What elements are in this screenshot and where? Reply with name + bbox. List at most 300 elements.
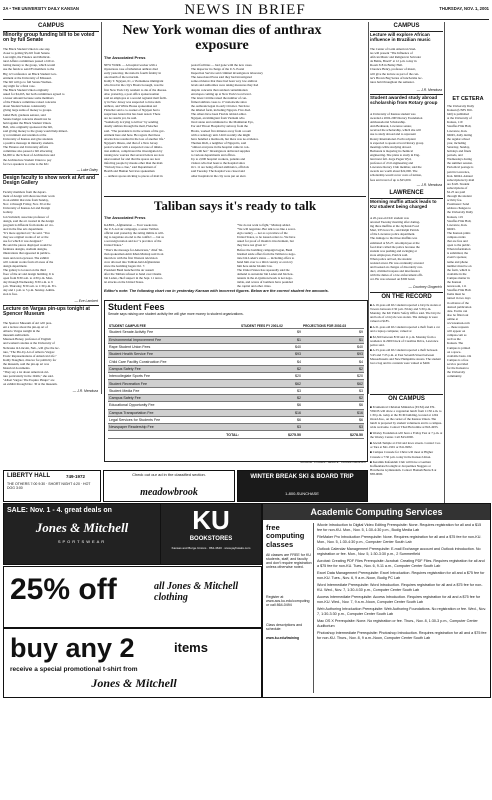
story-line: said Tuesday. The hospital was closed and (191, 169, 245, 174)
ku-bookstores-ad[interactable] (160, 503, 262, 565)
et-cetera-line: for the Kansan to (447, 366, 470, 370)
acs-box-text: All classes are FREE for KU students, staff, and faculty and don't require registration unless otherwise noted. (266, 553, 312, 570)
story-line: attacks have resulted in the loss of another life." (104, 136, 166, 141)
fee-proj: $3 (302, 424, 364, 431)
story-line: official said yesterday the ruling militia is will- (104, 231, 165, 236)
story-line: Mart, 935 Iowa St., said Ralph Patrick (370, 228, 419, 233)
second-source: The Associated Press (104, 215, 146, 220)
story-line: Jamel Bell, graduate senator, said (3, 112, 46, 117)
et-cetera-line: the University (447, 370, 466, 375)
et-cetera-line: Kansan (USPS 650- (447, 108, 473, 113)
story-line: ist attacks on the United States. (104, 280, 145, 285)
story-line: NEW YORK — A hospital worker with a (104, 63, 158, 67)
jones-25-off-ad[interactable] (3, 566, 262, 628)
story-line: to various departments and offices. (191, 153, 236, 158)
story-line: Ann Bednarek, Lawrence senior, (370, 124, 412, 129)
et-cetera-line: year, including (447, 140, 466, 145)
story-body (370, 112, 443, 182)
story-line: University of Kansas Art and Design (3, 206, 51, 211)
story-headline: Lecture will explore African influence in Brazilian music (370, 32, 431, 42)
story-headline: Design faculty to show work at Art and Design Gallery (3, 175, 96, 187)
story-line: and women's studies at the University of (3, 341, 55, 346)
fee-proj: $20 (302, 373, 364, 380)
story-line: furniture designs, stadium designs, (3, 247, 48, 252)
course-item: Excel Data Management Prerequisite: Excel Introduction. Requires registration for all and a $75 fee for non-KU. Tues., Nov. 6, 9 a.m.-Noon, Budig PC Lab (317, 571, 485, 580)
story-line: day night for a final vote. (3, 83, 36, 88)
fee-proj: $6 (302, 416, 364, 423)
campus-item: ■ Jewish Temple at 23rd and Iowa streets. Contact Ceo or Tara at 841-1991 or 841-8282. (370, 440, 441, 449)
story-line: tions and even eyewear. The exhibit (3, 255, 49, 260)
story-line: tiable, and waves of bombers have pounded (237, 280, 293, 285)
left-section-label: CAMPUS (37, 23, 64, 29)
liberty-hall-name: LIBERTY HALL (7, 473, 51, 479)
story-line: design department. (3, 263, 28, 268)
fee-name: Student Health Service Fee (108, 351, 240, 358)
fee-name: Child Care Facility Construction Fee (108, 358, 240, 365)
et-cetera-line: on a space- (447, 349, 462, 354)
masthead-left: 2A • THE UNIVERSITY DAILY KANSAN (3, 6, 79, 11)
et-cetera-line: event's sponsor, (447, 255, 468, 260)
story-headline: Minority group funding bill to be voted on by full Senate (3, 32, 95, 44)
story-line: The inspector in charge of the U.S. Postal (191, 67, 245, 72)
story-line: store employees, Patrick said. (370, 252, 408, 257)
fee-name: Campus Safety Fee (108, 365, 240, 372)
acs-course-list (317, 523, 487, 693)
column-rule (368, 22, 369, 394)
story-line: The latest victims raised the number of con- (191, 95, 248, 100)
story-line: and booked on charges of disorderly con- (370, 265, 423, 270)
byline: — Luke Daley (76, 168, 98, 172)
story-line: The gallery is located on the third (3, 267, 47, 272)
ku-bookstores-name: BOOKSTORES (189, 536, 233, 542)
course-item: Acrobat: Creating PDF Files Prerequisite: Acrobat: Creating PDF Files. Requires registration for all and a $75 fee for non-KU. Tues., Nov. 6, 9-11 a.m., Computer Center South Lab (317, 559, 485, 568)
story-line: Ambassadorial Scholarship. (370, 120, 406, 125)
story-line: Rotary International. Each recipient (370, 136, 416, 141)
acs-box-title: free computing classes (266, 523, 305, 549)
fee-fy: $3 (240, 387, 302, 394)
story-line: "They say a lot about American cul- (3, 370, 50, 375)
record-rule (370, 292, 443, 293)
story-line: University of Kansas and give students (3, 137, 53, 142)
story-line: committee also passed a bill allocating (3, 149, 53, 154)
campus-item: ■ Keramik Kafeeklub Club will have a German Kaffeeklatsch tonight at Jacquelines Nuggets at Hawthorne Gymnasium. Contact Hannah Bertsch at 838-0000. (370, 460, 437, 477)
story-line: Clarence Henry, professor of music, (370, 67, 416, 72)
winter-break-sub: 1-800-SUNCHASE (285, 491, 319, 496)
story-line: Nguyen's illness, and that of a New Jersey (104, 140, 158, 145)
story-line: When police arrived, the student (370, 256, 412, 261)
course-item: Access Intermediate Prerequisite: Access Introduction. Requires registration for all and a $75 fee for non-KU. Wed., Nov. 7, 9 a.m.-Noon, Computer Center South Lab (317, 595, 481, 604)
et-cetera-line: the summer session. (447, 161, 473, 166)
et-cetera-line: through the student (447, 194, 472, 199)
story-line: — anthrax spores sticking to pieces of mail in (104, 173, 163, 178)
story-line: The Black Student Union is one step (3, 47, 50, 51)
et-cetera-line: open to the public. (447, 243, 471, 248)
fee-name: Student Media Fee (108, 387, 240, 394)
story-body (370, 216, 443, 284)
story-line: envelopes coming up at New York's local level. (191, 91, 252, 96)
jones-buy-brand: Jones & Mitchell (91, 676, 177, 690)
story-line: ies will present "The Influence of (370, 51, 413, 56)
et-cetera-line: When information (447, 247, 471, 252)
story-line: Before the bombing campaign began, Bush (237, 247, 293, 252)
story-line: giving large sums of money to groups. (3, 108, 53, 113)
campus-item: ■ Wesley Foundation will have a Friday Fest at 7 p.m. at the Wesley Center. Call 843-0000. (370, 431, 443, 440)
story-line: floor of the art and design building. It is (3, 271, 54, 276)
story-line: lived alone and commuted to the Manhattan Eye, (191, 120, 254, 125)
story-divider (104, 196, 366, 197)
byline: — J.R. Mendoza (416, 88, 442, 92)
course-item: Web Authoring Introduction Prerequisite: Web Authoring Foundations. No registration or fee. Wed., Nov. 7, 1:30-3:30 p.m., Computer Center South Lab (317, 607, 487, 616)
story-line: will give the lecture as part of the cen- (370, 71, 420, 76)
editor-note: Editor's note: The following chart ran in yesterday Kansan with incorrect figures. Below are the correct student fee amounts. (104, 289, 329, 293)
story-line: said an employee at a second regional mail facili- (104, 95, 168, 100)
fees-row (108, 380, 364, 387)
story-headline: Lecture on Vargas pin-ups tonight at Spencer Museum (3, 306, 90, 318)
et-cetera-line: address changes to (447, 206, 471, 211)
et-cetera-line: Stauffer-Flint Hall, (447, 218, 472, 223)
story-line: Thomas Rich, a neighbor of Nguyen's, said (191, 140, 247, 145)
masthead-rule (3, 19, 489, 20)
winter-break-text: WINTER BREAK SKI & BOARD TRIP (250, 474, 354, 480)
story-line: they have not given it." (237, 243, 267, 248)
story-line: ment of design will showcase their work (3, 194, 55, 199)
et-cetera-line: holidays and finals (447, 149, 472, 154)
story-line: postal facilities — had gone with the new cases. (191, 63, 253, 67)
story-line: some evidence that there had been very low anthrax (191, 79, 258, 84)
fee-name: Student Recreation Fee (108, 380, 240, 387)
story-line: ent a lecture about the pin-up art of (3, 325, 48, 330)
story-line: have handled a mailroom, but there was no evidence. (191, 136, 259, 141)
et-cetera-line: desired publication (447, 304, 472, 309)
fees-row (108, 416, 364, 423)
story-line: eign country — not as a province of the (237, 231, 288, 236)
et-cetera-line: 66045. (447, 226, 456, 231)
column-rule (101, 22, 102, 394)
story-line: a sovereign nation and not "a province of the (104, 239, 162, 244)
et-cetera-line: that are free and (447, 239, 468, 244)
story-line: The damage to the three muffins was (370, 236, 418, 241)
fees-row (108, 343, 364, 350)
fee-fy: $40 (240, 343, 302, 350)
fee-proj: $4 (302, 358, 364, 365)
story-line: suspicious lesion that has been tested. There (104, 112, 161, 117)
story-line: Fleischer said a co-worker of Nguyen had a (104, 108, 160, 113)
et-cetera-line: Periodical postage is (447, 165, 474, 170)
story-line: may see original works of art or the (3, 235, 49, 240)
story-line: Senate budget concerns should not be (3, 116, 52, 121)
course-item: Word Intermediate Prerequisite: Word Introduction. Requires registration for all and a $75 fee for non-KU. Wed., Nov. 7, 1:30-4:30 p.m., Computer Center South Lab (317, 583, 483, 592)
fees-total-proj: $278.50 (302, 431, 364, 438)
et-cetera-line: at the University of (447, 116, 472, 121)
story-line: Health and Human Services spokesman (104, 169, 155, 174)
story-line: tiate bin Laden's status — including offers to (237, 255, 295, 260)
story-line: asked for proof of Osama's involvement, but (237, 239, 294, 244)
fees-row (108, 373, 364, 380)
lead-headline: New York woman dies of anthrax exposure (122, 23, 322, 53)
et-cetera-title: ET CETERA (452, 96, 484, 102)
second-headline: Taliban says it's ready to talk (153, 198, 317, 213)
story-line: Lawrence Rotary Club member, said the (370, 165, 422, 170)
story-line: ter's Brown Bag Series of lunch-time lec- (370, 75, 423, 80)
story-line: postal worker with a suspected case of inhala- (104, 144, 163, 149)
story-line: "almost everyone in the hospital came in con- (191, 144, 250, 149)
et-cetera-line: $2.25 are paid (447, 189, 466, 194)
story-line: the U.S.-led air campaign, a senior Taliban (104, 227, 159, 232)
fees-row (108, 336, 364, 343)
campus-rule (370, 394, 443, 395)
story-line: said giving money to the group would help minori- (3, 128, 69, 133)
lead-body-col2 (191, 63, 275, 193)
on-the-record-list (370, 303, 443, 393)
et-cetera-line: the University Daily (447, 210, 474, 215)
story-line: cer. He was released on $300 bond. (370, 277, 416, 282)
et-cetera-line: Kan. 66044. Annual (447, 173, 473, 178)
fee-proj: $93 (302, 351, 364, 358)
fees-row (108, 387, 364, 394)
fees-subtitle: Senate says raising one student activity fee will give more money to student organizations. (108, 312, 244, 316)
fee-fy: $1 (240, 336, 302, 343)
story-line: A 20-year-old KU student was (370, 216, 409, 220)
story-line: deadly anthrax through the mail, Fleischer (104, 124, 158, 129)
et-cetera-line: subscriptions of (447, 185, 468, 190)
liberty-hall-ad[interactable] (3, 470, 101, 502)
story-line: food mart called the police because the (370, 244, 420, 249)
fees-col-proj: PROJECTIONS FOR 2002-03 (302, 322, 364, 329)
story-line: "Nobody has a clue," said Department of (104, 165, 157, 170)
fee-name: Campus Transportation Fee (108, 409, 240, 416)
story-line: sion is free. (3, 292, 18, 297)
story-line: mysterious case of inhalation anthrax died (104, 67, 158, 72)
story-line: after the Taliban refused to hand over Osama (104, 272, 162, 277)
fee-name: Legal Services for Students Fee (108, 416, 240, 423)
story-line: ture particularly in the 1940s," she said. (3, 374, 54, 379)
course-item: Photoshop Intermediate Prerequisite: Photoshop Introduction. Requires registration for all and a $75 fee for non-KU. Thurs., Nov. 8, 9 a.m.-Noon, Computer Center South Lab (317, 631, 487, 640)
fee-name: Environmental Improvement Fee (108, 336, 240, 343)
byline: — J.R. Mendoza (72, 389, 98, 393)
second-body-col1 (104, 223, 232, 287)
story-line: iban spokesman Amir Khan Muttaqi said in an (104, 251, 164, 256)
story-line: on exhibit through Dec. 30 at the museum. (3, 382, 58, 387)
story-line: Ear and Throat Hospital by subway from the (191, 124, 248, 129)
et-cetera-line: Stauffer-Flint Hall, (447, 124, 472, 129)
story-line: p.m. Thursday, 8:30 a.m. to 1:30 p.m. Fri- (3, 284, 57, 289)
fees-table (108, 322, 364, 439)
story-line: said. "The president is in the actions of the gov- (104, 128, 165, 133)
byline: — Eve Lambert (74, 299, 98, 303)
et-cetera-line: paid in Lawrence, (447, 169, 470, 174)
et-cetera-line: — these requests (447, 325, 469, 330)
story-line: since the bombing began Oct. 7. (104, 263, 146, 268)
story-line: The United States has repeatedly said the (237, 268, 290, 273)
story-line: United States." (104, 243, 124, 248)
et-cetera-line: are $120. Student (447, 181, 470, 186)
story-line: demand to surrender bin Laden and his lieu- (237, 272, 294, 277)
story-line: land next fall. Jorge Pagan Wyd, (370, 157, 412, 162)
fee-proj: $2 (302, 365, 364, 372)
et-cetera-line: in advance of the (447, 300, 469, 305)
story-line: Erotic Representations of American Life." (3, 353, 57, 358)
story-line: use the funds to send 85 members to the (3, 67, 55, 72)
campus-item: ■ Ecumenical Christian Ministries (ECM) and EN-VIROS will show a vegetarian lunch from 11:30 a.m. to 1:30 p.m. today at the ECM building, located at 1204 Oread Ave., on the corner of the Kansas Union. The lunch is prepared by student volunteers and is a campus-wide welcome. Contact Thad Holcombe at 843-4933. (370, 405, 443, 430)
record-item: ■ A 23-year-old KU student reported a theft between 5:45 and 7:25 p.m. at East Seventh Street between Massachusetts and New Hampshire streets. The student lost a bag and its contents were valued at $460. (370, 348, 441, 365)
story-line: visitors who had been to the hospital since (191, 161, 246, 166)
story-line: firmed anthrax cases to 17 nationwide since (191, 99, 247, 104)
story-line: in an exhibit that runs from Sunday, (3, 198, 49, 203)
story-line: levels and authorities were taking measures they had (191, 83, 259, 88)
story-line: A University of Kansas student was (370, 112, 416, 116)
jones-buy-any-2: buy any 2 (10, 633, 135, 663)
et-cetera-line: number must be on (447, 263, 472, 268)
story-line: "That's the message for Americans," chief Tal- (104, 247, 164, 252)
lawrence-section-label: LAWRENCE (389, 190, 424, 196)
jones-sale-ad[interactable] (3, 503, 161, 565)
et-cetera-line: is submitted, the (447, 251, 468, 256)
acs-free-box (265, 523, 314, 693)
et-cetera-line: The University Daily (447, 104, 475, 108)
fees-row (108, 424, 364, 431)
story-line: The Finance and University Affairs (3, 145, 49, 150)
fee-fy: $62 (240, 380, 302, 387)
story-line: $4,000 to the School of Architecture and (3, 153, 55, 158)
fee-fy: $2 (240, 365, 302, 372)
story-line: use for which it was designed." (3, 239, 43, 244)
story-line: tion anthrax, complicated the investigation by (104, 148, 163, 153)
fee-fy: $20 (240, 373, 302, 380)
et-cetera-line: Stauffer-Flint Hall. (447, 288, 472, 293)
meadowbrook-ad[interactable] (103, 470, 235, 502)
story-line: Last night, the Finance and Multicul- (3, 55, 51, 60)
acs-box-url[interactable]: www.ku.edu/training (266, 636, 300, 640)
story-body (370, 47, 443, 87)
et-cetera-line: the form, which is (447, 267, 471, 272)
story-line: The Black Student Union originally (3, 87, 49, 92)
story-line: the inhaled form, including Nguyen. Five died. (191, 108, 251, 113)
story-line: is expected to speak at local Rotary group (370, 140, 424, 145)
et-cetera-line: Kansan. The (447, 341, 464, 346)
acs-box-desc: Class descriptions and schedule: (266, 623, 303, 632)
ku-bookstores-line: Kansas and Burge Unions · 864-4640 · www.jayhawks.com (171, 546, 251, 550)
story-line: scholarship would cover costs of tuition, (370, 173, 422, 178)
story-line: Faculty members from the depart- (3, 190, 47, 194)
story-line: Big 12 Conference on Black Student Gov- (3, 71, 58, 76)
et-cetera-line: The Kansan prints (447, 230, 471, 235)
story-line: tural Affairs committees passed a bill al- (3, 59, 55, 64)
course-item: FileMaker Pro Introduction Prerequisite: None. Requires registration for all and a $75 fee for non-KU. Mon., Nov. 5, 1:30-4:30 p.m., Computer Center South Lab (317, 535, 482, 544)
jones-promo-line: receive a special promotional t-shirt from (10, 666, 138, 673)
story-line: closer to getting $3,245 from Senate. (3, 51, 51, 56)
jones-items-word: items (174, 640, 208, 655)
liberty-hall-info: THE OTHERS 7:00 9:30 · SHORT NIGHT 4:20 · HOT DOG 3:00 (7, 482, 91, 490)
story-line: with the duties of a law enforcement offi- (370, 273, 423, 278)
et-cetera-line: newsroom, 111 (447, 284, 467, 289)
story-line: meetings while studying abroad. (370, 144, 412, 149)
story-line: the museum, said the pin-up art was (3, 361, 49, 366)
story-line: a positive message in minority students. (3, 141, 54, 146)
et-cetera-line: Postmaster: Send (447, 202, 470, 207)
fees-title: Student Fees (108, 302, 165, 312)
story-line: interview with the first Western television (104, 255, 158, 260)
story-line: Maureen Honey, professor of English (3, 337, 51, 342)
story-line: despite concerns that residual contamination (191, 87, 248, 92)
fee-fy: $4 (240, 358, 302, 365)
et-cetera-line: well as the (447, 337, 461, 342)
story-line: Nebraska in Lincoln, Neb., will give the lec- (3, 345, 60, 350)
story-line: fees and travel of up to $25,000. (370, 177, 412, 182)
story-line: The Associated Press said they had investigated (191, 75, 252, 80)
jones-buy-2-ad[interactable] (3, 628, 262, 698)
fee-name: Student Senate Activity Fee (108, 329, 240, 336)
meadowbrook-text: Check out our ad in the classified section. (132, 472, 206, 477)
et-cetera-line: Campus is a free (447, 357, 469, 362)
story-line: Alberto Vargas tonight in the (3, 329, 40, 334)
story-line: first New York City resident to die of the disease. (104, 87, 167, 92)
fee-proj: $40 (302, 343, 364, 350)
fee-name: Rape Student Union Fees (108, 343, 240, 350)
story-line: ty in New Jersey was suspected to have skin (104, 99, 161, 104)
on-campus-list (370, 405, 443, 477)
fee-name: Intercollegiate Sports Fee (108, 373, 240, 380)
story-line: estimated at $3.27. An employee at the (370, 240, 420, 245)
story-line: with a radiology unit. Until recently she might (191, 132, 251, 137)
right-section-label: CAMPUS (393, 23, 420, 29)
masthead-title: NEWS IN BRIEF (184, 2, 306, 18)
story-line: ty recruitment and retention at the (3, 132, 47, 137)
story-line: The bill will go to full Senate Wednes- (3, 79, 53, 84)
academic-computing-ad[interactable] (262, 503, 491, 698)
et-cetera-line: available basis. On (447, 353, 472, 358)
story-line: Up to 2,000 hospital workers, patients and (191, 157, 246, 162)
story-line: Bednarek is majoring in chemical (370, 148, 414, 153)
story-line: are no results yet, he said. (104, 116, 138, 121)
story-line: Inspection Service said criminal investigators laboratory (191, 71, 263, 76)
byline: — J.R. Mendoza (416, 183, 442, 187)
fees-col-name: STUDENT CAMPUS FEE (108, 322, 240, 329)
story-line: hand him over to a third country or even try (237, 259, 293, 264)
fee-proj: $6 (302, 402, 364, 409)
fee-proj: $62 (302, 380, 364, 387)
et-cetera-line: also be filled out (447, 312, 469, 317)
campus-item: ■ Campus Crusade for Christ will meet at Higher Crusade a 7:30 p.m. today in the Kansas Union. (370, 450, 434, 459)
on-the-record-title: ON THE RECORD (381, 294, 432, 300)
fee-proj: $16 (302, 409, 364, 416)
jones-sale-text: SALE: Nov. 1 - 4. great deals on (7, 507, 112, 514)
fees-row (108, 351, 364, 358)
story-line: "Somebody is trying to kill us" by sending (104, 120, 159, 125)
story-headline: Student awarded study abroad scholarship from Rotary group (370, 95, 438, 105)
fee-name: Newspaper Readership Fee (108, 424, 240, 431)
record-item: ■ A 21-year-old KU student reported a theft from a car and a laptop computer, valued at (370, 324, 440, 334)
et-cetera-line: 66045, daily during (447, 132, 473, 137)
winter-break-ad[interactable] (237, 470, 368, 502)
story-line: the Architecture Student Union to pay (3, 157, 52, 162)
story-line: illustrations that appeared in publica- (3, 251, 51, 256)
student-fees-box (104, 300, 368, 462)
et-cetera-line: date. Forms can (447, 308, 468, 313)
liberty-hall-phone: 749-1972 (66, 474, 86, 479)
story-line: The Spencer Museum of Art will pres- (3, 321, 53, 325)
story-body (3, 321, 99, 389)
fees-row (108, 365, 364, 372)
ku-logo: KU (192, 505, 230, 535)
fees-row (108, 358, 364, 365)
fee-fy: $9 (240, 329, 302, 336)
story-line: other hospitals in the city were put on alert. (191, 173, 247, 178)
story-line: raising new worries that several letters are now (104, 153, 165, 158)
story-line: for two speakers to come to the KU. (3, 161, 50, 166)
story-line: who lived in the city's Bronx borough, was the (104, 83, 164, 88)
story-line: tenants in the al-Qaida network is not nego- (237, 276, 293, 281)
story-line: of the Lawrence police department. (370, 232, 416, 237)
